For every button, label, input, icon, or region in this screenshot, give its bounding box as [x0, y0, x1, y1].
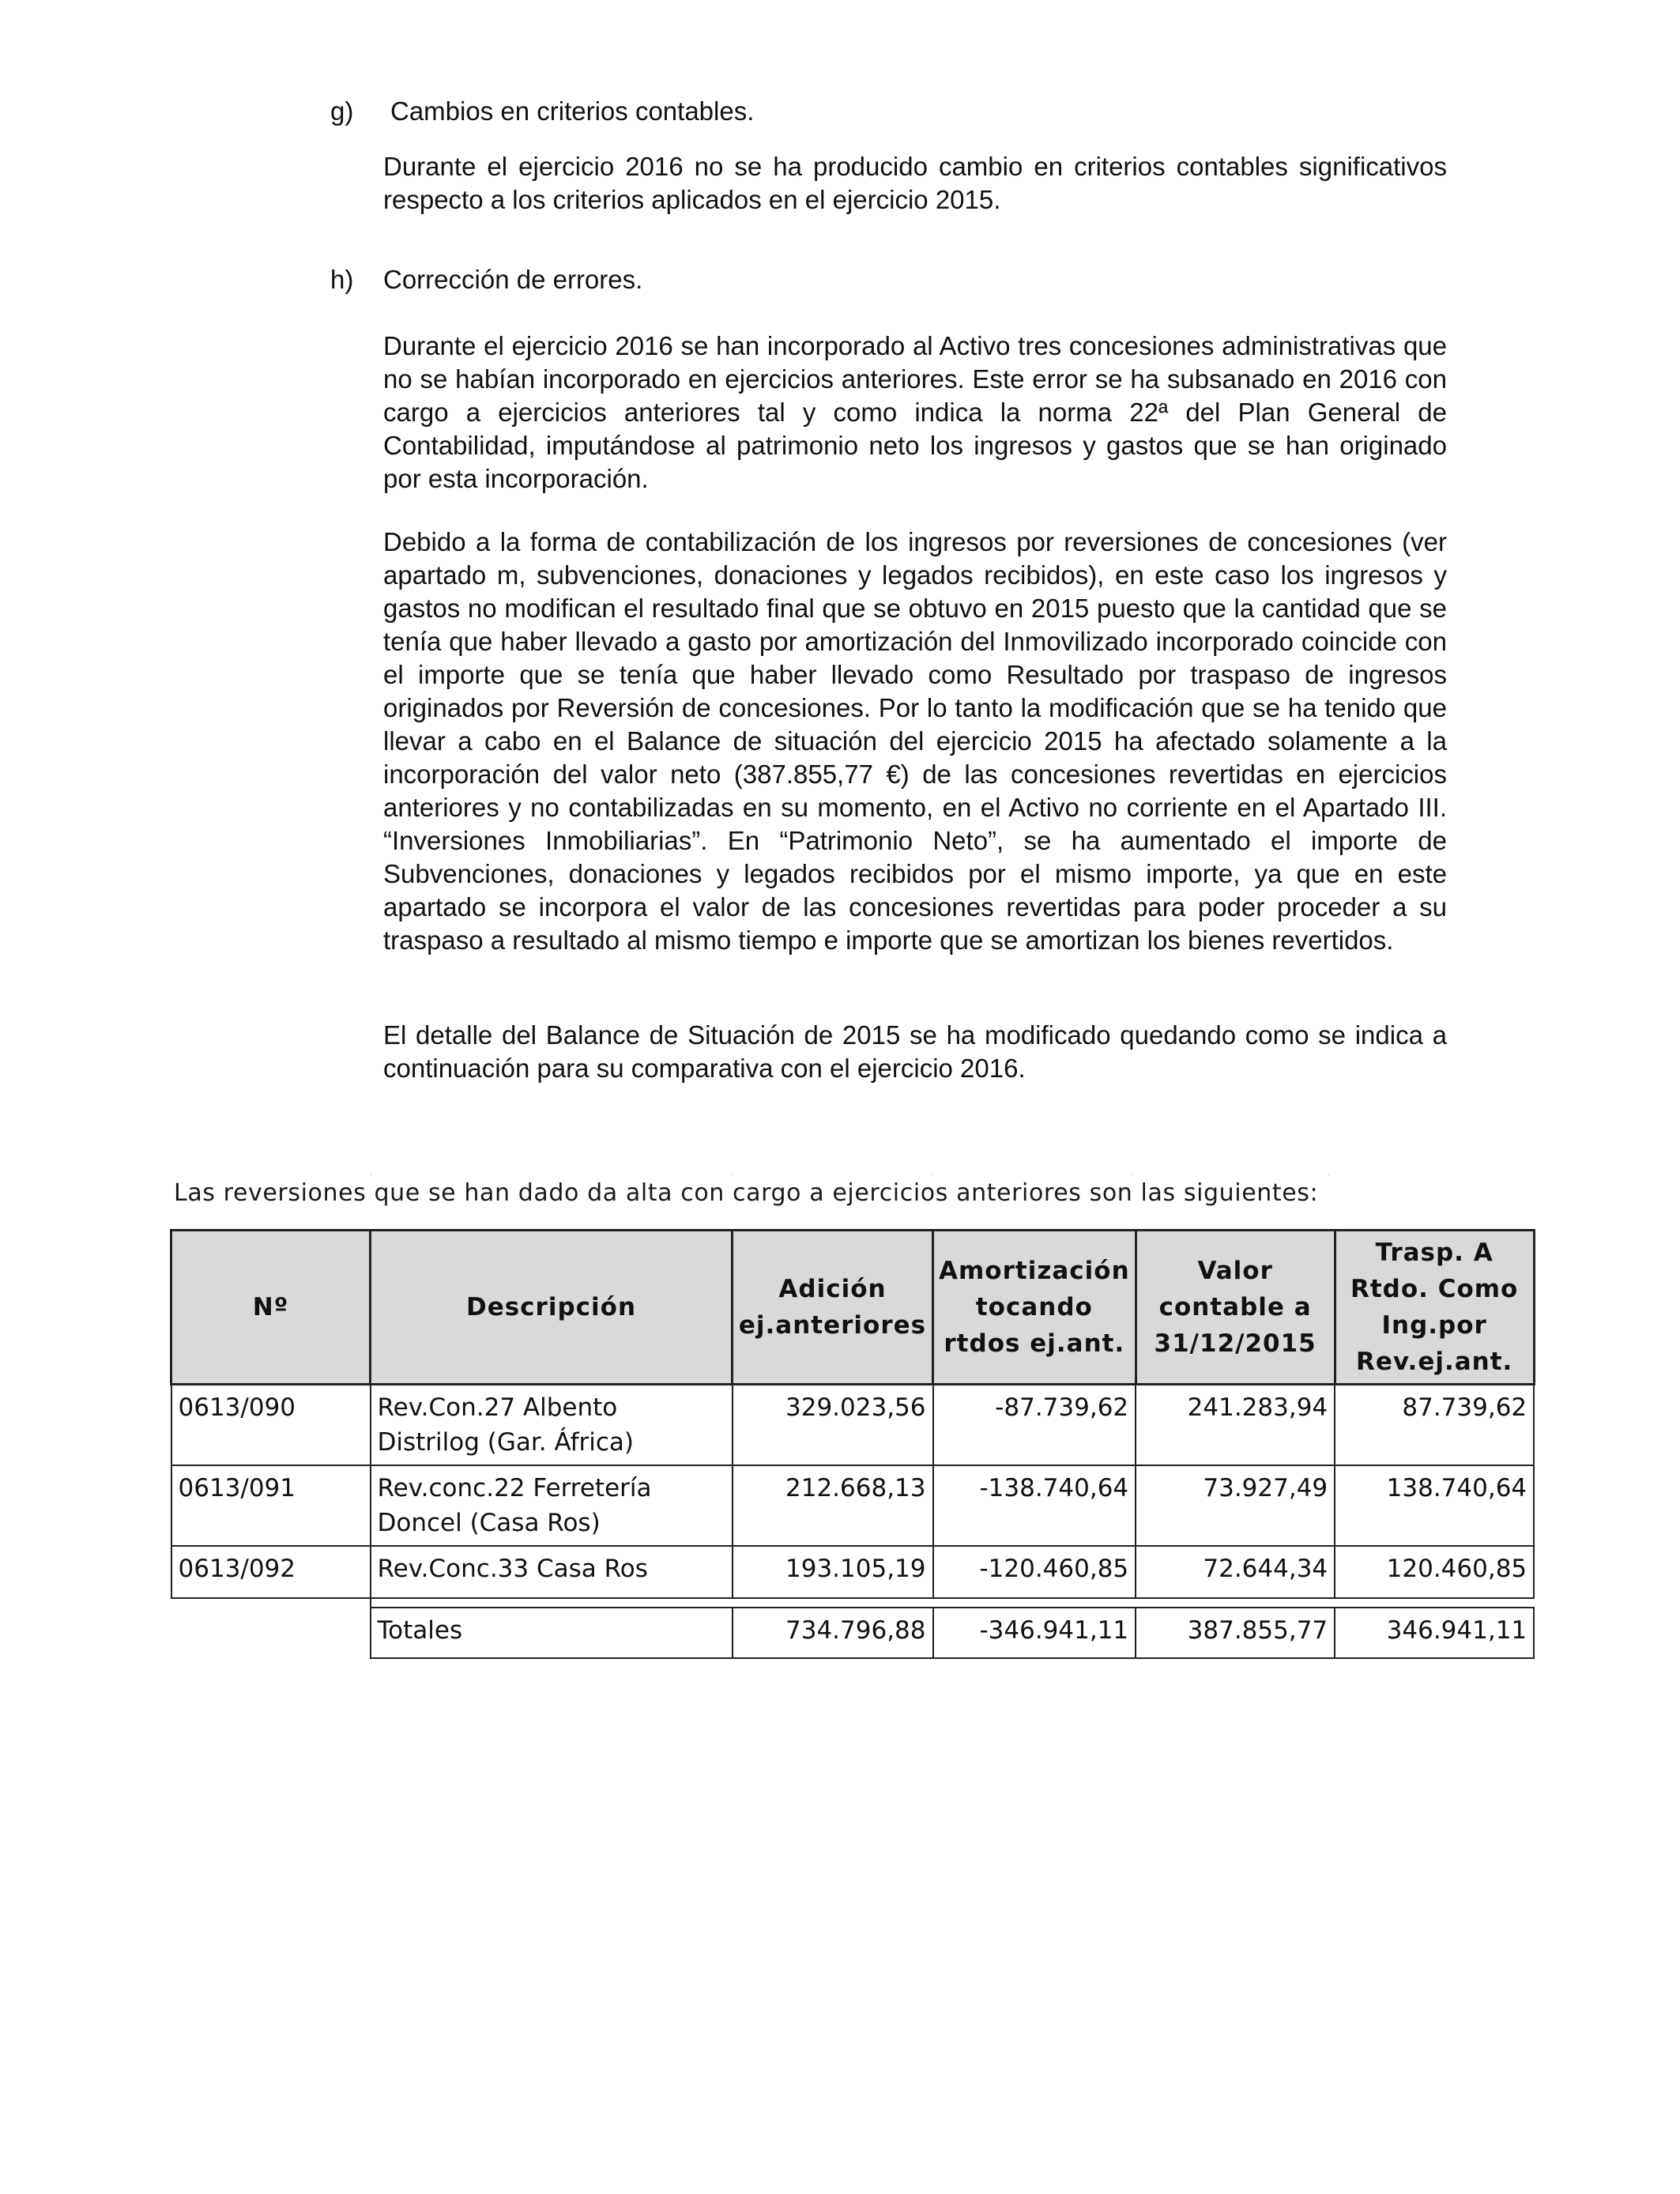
header-transfer: Trasp. A Rtdo. Como Ing.por Rev.ej.ant. [1335, 1231, 1534, 1385]
header-addition: Adición ej.anteriores [733, 1231, 933, 1385]
row-number: 0613/091 [171, 1465, 371, 1546]
scan-mark: · [731, 1171, 734, 1180]
scan-mark: · [370, 1171, 373, 1180]
section-h-paragraph-2: Debido a la forma de contabilización de los ingresos por reversiones de concesiones (ver apartado m, subvenciones, donaciones y legados recibidos), en este caso los ingresos y gastos no modifican el resultado final que se obtuvo en 2015 puesto que la cantidad que se tenía que haber llevado a gasto por amortización del Inmovilizado incorporado coincide con el importe que se tenía que haber llevado como Resultado por traspaso de ingresos originados por Reversión de concesiones. Por lo tanto la modificación que se ha tenido que llevar a cabo en el Balance de situación del ejercicio 2015 ha afectado solamente a la incorporación del valor neto (387.855,77 €) de las concesiones revertidas en ejercicios anteriores y no contabilizadas en su momento, en el Activo no corriente en el Apartado III. “Inversiones Inmobiliarias”. En “Patrimonio Neto”, se ha aumentado el importe de Subvenciones, donaciones y legados recibidos por el mismo importe, ya que en este apartado se incorpora el valor de las concesiones revertidas para poder proceder a su traspaso a resultado al mismo tiempo e importe que se amortizan los bienes revertidos. [383, 527, 1447, 955]
row-addition: 212.668,13 [733, 1465, 933, 1546]
totals-book-value: 387.855,77 [1136, 1608, 1335, 1658]
row-transfer: 138.740,64 [1335, 1465, 1534, 1546]
section-h-paragraph-3: El detalle del Balance de Situación de 2015 se ha modificado quedando como se indica a continuación para su comparativa con el ejercicio 2016. [383, 1020, 1447, 1083]
row-description: Rev.conc.22 Ferretería Doncel (Casa Ros) [371, 1465, 733, 1546]
header-number: Nº [171, 1231, 371, 1385]
row-description: Rev.Conc.33 Casa Ros [371, 1546, 733, 1598]
totals-addition: 734.796,88 [733, 1608, 933, 1658]
section-g-paragraph-1: Durante el ejercicio 2016 no se ha producido cambio en criterios contables significativos respecto a los criterios aplicados en el ejercicio 2015. [383, 152, 1447, 214]
row-addition: 329.023,56 [733, 1385, 933, 1466]
scan-mark: · [1130, 1171, 1133, 1180]
row-transfer: 87.739,62 [1335, 1385, 1534, 1466]
table-row [171, 1546, 1535, 1598]
reversions-table [170, 1229, 1535, 1659]
table-row [171, 1465, 1535, 1546]
row-amortization: -138.740,64 [933, 1465, 1136, 1546]
row-book-value: 72.644,34 [1136, 1546, 1335, 1598]
section-h-paragraph-1: Durante el ejercicio 2016 se han incorporado al Activo tres concesiones administrativas que no se habían incorporado en ejercicios anteriores. Este error se ha subsanado en 2016 con cargo a ejercicios anteriores tal y como indica la norma 22ª del Plan General de Contabilidad, imputándose al patrimonio neto los ingresos y gastos que se han originado por esta incorporación. [383, 331, 1447, 493]
table-spacer-row [171, 1598, 1535, 1608]
row-book-value: 73.927,49 [1136, 1465, 1335, 1546]
row-number: 0613/090 [171, 1385, 371, 1466]
table-header-row [171, 1231, 1535, 1385]
table-row [171, 1385, 1535, 1466]
row-transfer: 120.460,85 [1335, 1546, 1534, 1598]
row-addition: 193.105,19 [733, 1546, 933, 1598]
totals-label: Totales [371, 1608, 733, 1658]
header-book-value: Valor contable a 31/12/2015 [1136, 1231, 1335, 1385]
section-g-title: Cambios en criterios contables. [390, 96, 755, 126]
row-amortization: -120.460,85 [933, 1546, 1136, 1598]
scan-mark: · [931, 1171, 934, 1180]
table-intro: Las reversiones que se han dado da alta con cargo a ejercicios anteriores son las siguientes: [174, 1179, 1319, 1207]
section-h-title: Corrección de errores. [383, 265, 643, 294]
row-book-value: 241.283,94 [1136, 1385, 1335, 1466]
table-totals-row [171, 1608, 1535, 1658]
section-g-letter: g) [330, 96, 354, 126]
row-description: Rev.Con.27 Albento Distrilog (Gar. África) [371, 1385, 733, 1466]
header-amortization: Amortización tocando rtdos ej.ant. [933, 1231, 1136, 1385]
totals-amortization: -346.941,11 [933, 1608, 1136, 1658]
totals-transfer: 346.941,11 [1335, 1608, 1534, 1658]
row-amortization: -87.739,62 [933, 1385, 1136, 1466]
section-h-letter: h) [330, 265, 354, 294]
header-description: Descripción [371, 1231, 733, 1385]
scan-mark: · [1328, 1171, 1331, 1180]
row-number: 0613/092 [171, 1546, 371, 1598]
